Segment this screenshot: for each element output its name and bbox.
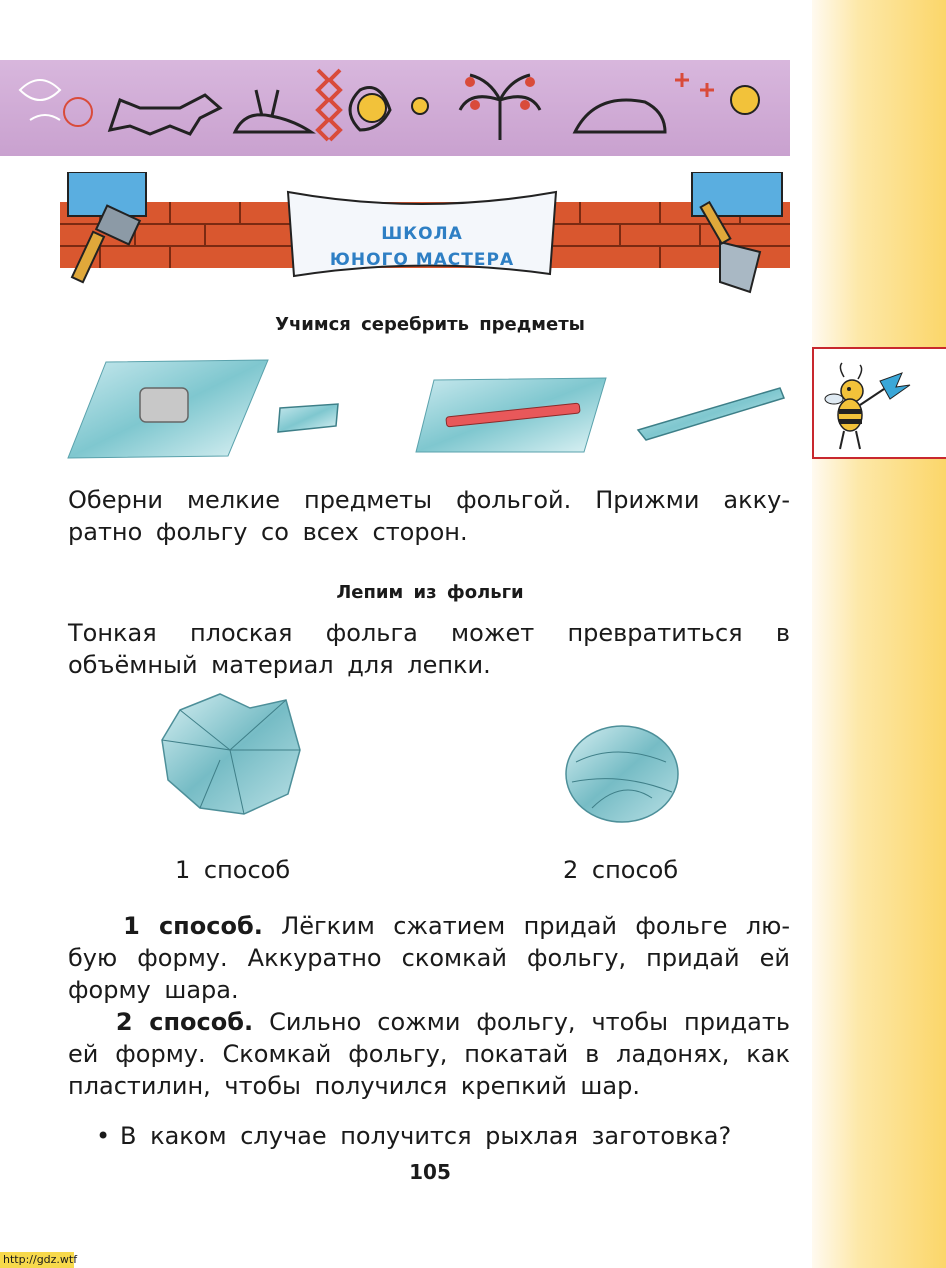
bee-mascot-icon (814, 349, 944, 457)
bullet-icon: • (96, 1122, 111, 1150)
text-line: Оберни мелкие предметы фольгой. Прижми акку- (68, 486, 790, 514)
paragraph-method-2 (68, 1006, 790, 1102)
paragraph-foil-modeling (68, 617, 790, 681)
caption-method-1: 1 способ (175, 856, 291, 884)
method-2-label: 2 способ. (115, 1008, 254, 1036)
foil-ball-illustration (562, 722, 682, 826)
fox-icon (110, 95, 220, 134)
text-line: ей форму. Скомкай фольгу, покатай в ладонях, как (68, 1040, 790, 1068)
section-title-silvering: Учимся серебрить предметы (275, 314, 585, 335)
crumpled-foil-illustration (160, 690, 306, 820)
text-line: форму шара. (68, 976, 239, 1004)
rabbit-icon (235, 90, 311, 132)
page-number: 105 (409, 1160, 451, 1184)
bee-mascot-tab (812, 347, 946, 459)
hedgehog-icon (575, 100, 665, 132)
caption-method-2: 2 способ (563, 856, 679, 884)
foil-wrapping-illustration (66, 352, 790, 464)
decorative-banner (0, 60, 790, 156)
question (96, 1120, 790, 1152)
text-line: пластилин, чтобы получился крепкий шар. (68, 1072, 640, 1100)
text-line: бую форму. Аккуратно скомкай фольгу, придай ей (68, 944, 790, 972)
section-title-foil-modeling: Лепим из фольги (336, 582, 524, 603)
sign-line-1: ШКОЛА (381, 224, 463, 244)
text-line: ратно фольгу со всех сторон. (68, 518, 468, 546)
paragraph-silvering (68, 484, 790, 548)
text-line: объёмный материал для лепки. (68, 651, 491, 679)
text-line (68, 910, 790, 942)
text-line (68, 1006, 790, 1038)
sign-line-2: ЮНОГО МАСТЕРА (329, 250, 515, 270)
school-sign (282, 186, 562, 282)
watermark-link[interactable]: http://gdz.wtf (0, 1252, 74, 1268)
method-1-text: Лёгким сжатием придай фольге лю- (281, 912, 791, 940)
method-2-text: Сильно сожми фольгу, чтобы придать (269, 1008, 790, 1036)
method-1-label: 1 способ. (123, 912, 263, 940)
question-text: В каком случае получится рыхлая заготовка? (120, 1122, 732, 1150)
side-strip (812, 0, 946, 1268)
paragraph-method-1 (68, 910, 790, 1006)
text-line: Тонкая плоская фольга может превратиться в (68, 619, 790, 647)
